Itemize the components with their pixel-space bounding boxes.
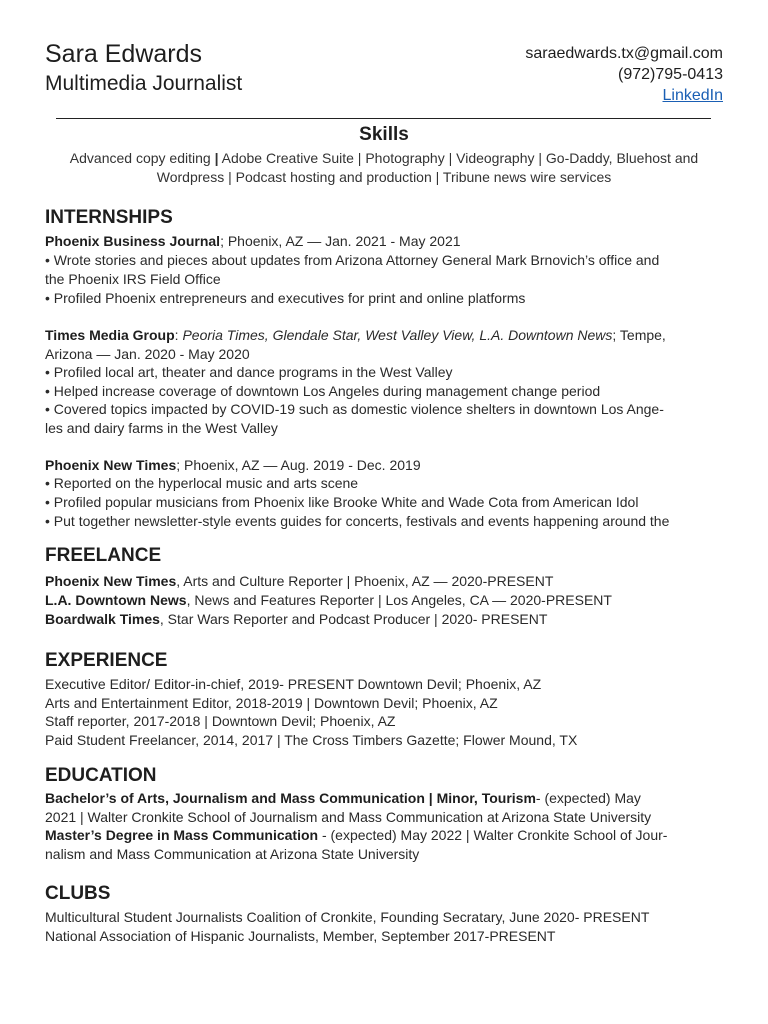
internship-pnt-bullet-3: • Put together newsletter-style events guides for concerts, festivals and events happening around the xyxy=(45,513,670,529)
internship-tmg-meta: ; Tempe, xyxy=(612,327,666,343)
internship-pnt-meta: ; Phoenix, AZ — Aug. 2019 - Dec. 2019 xyxy=(176,457,421,473)
freelance-item xyxy=(45,610,547,629)
internship-tmg-colon: : xyxy=(174,327,183,343)
skills-separator: | xyxy=(214,150,219,166)
internship-tmg-org: Times Media Group xyxy=(45,327,175,343)
email-text: saraedwards.tx@gmail.com xyxy=(525,45,723,62)
club-item: Multicultural Student Journalists Coalition of Cronkite, Founding Secratary, June 2020- PRESENT xyxy=(45,909,650,925)
skills-first: Advanced copy editing xyxy=(69,150,215,166)
education-ba-line2: 2021 | Walter Cronkite School of Journalism and Mass Communication at Arizona State University xyxy=(45,809,652,825)
internship-tmg-meta-line2: Arizona — Jan. 2020 - May 2020 xyxy=(45,346,250,362)
internships-heading: INTERNSHIPS xyxy=(45,207,173,228)
internship-tmg-bullet-3a: • Covered topics impacted by COVID-19 such as domestic violence shelters in downtown Los Ange- xyxy=(45,401,664,417)
internship-pnt-bullet-2: • Profiled popular musicians from Phoenix like Brooke White and Wade Cota from American Idol xyxy=(45,494,639,510)
phone-text: (972)795-0413 xyxy=(618,66,723,83)
internship-pnt-bullet-1: • Reported on the hyperlocal music and arts scene xyxy=(45,475,359,491)
internship-tmg-pubs: Peoria Times, Glendale Star, West Valley View, L.A. Downtown News xyxy=(182,327,613,343)
experience-item: Arts and Entertainment Editor, 2018-2019 | Downtown Devil; Phoenix, AZ xyxy=(45,695,498,711)
contact-block xyxy=(525,43,723,106)
internship-tmg-bullet-1: • Profiled local art, theater and dance programs in the West Valley xyxy=(45,364,453,380)
internship-pnt-header xyxy=(45,456,421,475)
education-ba-degree: Bachelor’s of Arts, Journalism and Mass Communication | Minor, Tourism xyxy=(45,790,536,806)
internship-tmg-bullet-2: • Helped increase coverage of downtown Los Angeles during management change period xyxy=(45,383,601,399)
freelance-detail: , News and Features Reporter | Los Angeles, CA — 2020-PRESENT xyxy=(186,592,612,608)
freelance-org: Boardwalk Times xyxy=(45,611,160,627)
experience-item: Staff reporter, 2017-2018 | Downtown Devil; Phoenix, AZ xyxy=(45,713,396,729)
freelance-heading: FREELANCE xyxy=(45,545,162,566)
education-ba-expected: - (expected) May xyxy=(535,790,641,806)
freelance-detail: , Arts and Culture Reporter | Phoenix, AZ — 2020-PRESENT xyxy=(176,573,554,589)
header-divider xyxy=(56,118,711,119)
internship-pbj-bullet-1a: • Wrote stories and pieces about updates from Arizona Attorney General Mark Brnovich’s office and xyxy=(45,252,660,268)
experience-heading: EXPERIENCE xyxy=(45,650,168,671)
freelance-item xyxy=(45,591,612,610)
freelance-detail: , Star Wars Reporter and Podcast Producer | 2020- PRESENT xyxy=(159,611,548,627)
education-heading: EDUCATION xyxy=(45,765,157,786)
internship-tmg-header xyxy=(45,326,666,345)
experience-item: Paid Student Freelancer, 2014, 2017 | The Cross Timbers Gazette; Flower Mound, TX xyxy=(45,732,578,748)
education-ma-line1 xyxy=(45,826,667,845)
internship-pbj-header xyxy=(45,232,461,251)
freelance-org: L.A. Downtown News xyxy=(45,592,187,608)
internship-pnt-org: Phoenix New Times xyxy=(45,457,177,473)
clubs-heading: CLUBS xyxy=(45,883,111,904)
skills-list xyxy=(40,149,728,187)
internship-pbj-meta: ; Phoenix, AZ — Jan. 2021 - May 2021 xyxy=(220,233,461,249)
education-ma-expected: - (expected) May 2022 | Walter Cronkite School of Jour- xyxy=(318,827,668,843)
education-ma-degree: Master’s Degree in Mass Communication xyxy=(45,827,319,843)
linkedin-link[interactable]: LinkedIn xyxy=(662,87,723,104)
internship-tmg-bullet-3b: les and dairy farms in the West Valley xyxy=(45,420,278,436)
experience-item: Executive Editor/ Editor-in-chief, 2019- PRESENT Downtown Devil; Phoenix, AZ xyxy=(45,676,542,692)
education-ma-line2: nalism and Mass Communication at Arizona State University xyxy=(45,846,420,862)
internship-pbj-bullet-2: • Profiled Phoenix entrepreneurs and executives for print and online platforms xyxy=(45,290,526,306)
internship-pbj-bullet-1b: the Phoenix IRS Field Office xyxy=(45,271,221,287)
club-item: National Association of Hispanic Journalists, Member, September 2017-PRESENT xyxy=(45,928,556,944)
freelance-org: Phoenix New Times xyxy=(45,573,177,589)
internship-pbj-org: Phoenix Business Journal xyxy=(45,233,221,249)
education-ba-line1 xyxy=(45,789,641,808)
candidate-name: Sara Edwards xyxy=(45,40,203,68)
freelance-item xyxy=(45,572,553,591)
candidate-title: Multimedia Journalist xyxy=(45,72,243,95)
skills-heading: Skills xyxy=(359,124,409,145)
skills-rest: Adobe Creative Suite | Photography | Videography | Go-Daddy, Bluehost and Wordpress | Podcast hosting and production | Tribune news wire services xyxy=(156,150,699,185)
